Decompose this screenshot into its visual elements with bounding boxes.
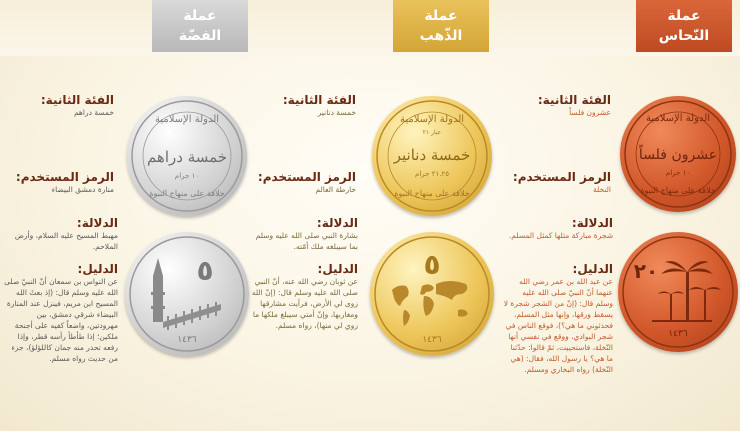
minaret-icon [151,258,165,322]
tab-silver-line2: الفضّة [178,28,222,44]
copper-denomination-block [505,93,611,118]
gold-coin-year: ١٤٣٦ [422,335,442,345]
silver-coin-ring-top: الدولة الإسلامية [154,114,220,125]
copper-denomination-value: عشرون فلساً [569,108,611,117]
copper-meaning-label: الدلالة: [571,216,613,230]
copper-denomination-label: الفئة الثانية: [537,93,611,107]
copper-evidence-label: الدليل: [572,262,613,276]
silver-symbol-value: منارة دمشق البيضاء [51,185,114,194]
copper-evidence-value: عن عبد الله بن عمر رضي الله عنهما أنّ النبيّ صلى الله عليه وسلم قال: (إنّ من الشجر شجرة لا يسقط ورقها، وإنها مثل المسلم، فحدثوني ما هي؟)، فوقع الناس في شجر البوادي، ووقع في نفسي أنها النّخلة، فاستحييت، ثمّ قالوا: حدّثنا ما هي؟ يا رسول الله، فقال: (هي النّخلة) رواه البخاري ومسلم. [503,277,613,374]
copper-symbol-block [505,170,611,195]
silver-coin-numeral: ٥ [196,254,214,287]
copper-evidence-block [503,262,613,375]
silver-symbol-block [6,170,114,195]
silver-symbol-label: الرمز المستخدم: [15,170,114,184]
copper-coin-obverse [620,96,736,212]
gold-meaning-label: الدلالة: [316,216,358,230]
gold-coin-weight: ٢١.٢٥ جرام [415,170,449,178]
gold-denomination-block [250,93,356,118]
silver-coin-year: ١٤٣٦ [177,335,197,345]
gold-coin-ring-top: الدولة الإسلامية [399,114,465,125]
gold-coin-ring-bottom: خلافة على منهاج النبوة [394,189,470,198]
copper-meaning-block [505,216,613,241]
tab-copper-coin [636,0,732,52]
gold-coin-numeral: ٥ [423,248,441,281]
world-map-icon [392,281,468,326]
silver-denomination-value: خمسة دراهم [73,108,114,117]
gold-coin-inscription: خمسة دنانير [393,146,471,164]
gold-meaning-block [250,216,358,252]
gold-coin-obverse [372,96,492,216]
tab-silver-line1: عملة [183,8,217,24]
silver-meaning-value: مهبط المسيح عليه السلام، وأرض الملاحم. [14,231,118,251]
tab-copper-line1: عملة [667,8,701,24]
header-band [0,0,740,56]
copper-coin-year: ١٤٣٦ [668,329,688,339]
gold-symbol-block [250,170,356,195]
copper-coin-inscription: عشرون فلساً [638,147,718,163]
silver-evidence-label: الدليل: [77,262,118,276]
copper-coin-ring-top: الدولة الإسلامية [645,113,711,124]
gold-evidence-block [250,262,358,331]
colonnade-icon [163,302,221,330]
gold-evidence-value: عن ثوبان رضي الله عنه، أنّ النبي صلى الله عليه وسلم قال: (إنّ الله زوى لي الأرض، فرأيت مشارقها ومغاربها، وإنّ أمتي سيبلغ ملكها ما زوي لي منها)، رواه مسلم. [251,277,358,330]
copper-meaning-value: شجرة مباركة مثلها كمثل المسلم. [508,231,613,240]
silver-evidence-value: عن النواس بن سمعان أنّ النبيّ صلى الله عليه وسلم قال: (إذ بعثَ الله المسيح ابن مريم، فينزل عند المنارة البيضاء شرقي دمشق، بين مهرودتين، واضعاً كفيه على أجنحة ملكين؛ إذا طأطأ رأسه قطر، وإذا رفعه تحدر منه جمان كاللؤلؤ)، جزء من حديث رواه مسلم. [4,277,118,363]
gold-symbol-label: الرمز المستخدم: [257,170,356,184]
silver-coin-obverse [127,96,247,216]
tab-gold-line1: عملة [424,8,458,24]
copper-coin-weight: ١٠ جرام [665,169,691,177]
tab-gold-line2: الذّهب [419,28,463,44]
silver-coin-weight: ١٠ جرام [174,172,200,180]
tab-gold-coin [393,0,489,52]
gold-denomination-value: خمسة دنانير [317,108,356,117]
copper-symbol-value: النخلة [593,185,611,194]
tab-copper-line2: النّحاس [658,28,710,44]
silver-coin-reverse [125,232,249,356]
silver-meaning-label: الدلالة: [76,216,118,230]
copper-coin-reverse [618,232,738,352]
silver-meaning-block [6,216,118,252]
gold-denomination-label: الفئة الثانية: [282,93,356,107]
silver-evidence-block [4,262,118,364]
silver-coin-ring-bottom: خلافة على منهاج النبوة [149,189,225,198]
gold-coin-reverse [370,232,494,356]
tab-silver-coin [152,0,248,52]
copper-coin-numeral: ٢٠ [633,259,659,283]
silver-coin-inscription: خمسة دراهم [146,148,228,166]
silver-denomination-label: الفئة الثانية: [40,93,114,107]
gold-coin-carat: عيار ٢١ [422,129,442,136]
copper-symbol-label: الرمز المستخدم: [512,170,611,184]
gold-symbol-value: خارطة العالم [315,185,356,194]
gold-meaning-value: بشارة النبي صلى الله عليه وسلم بما سيبلغه ملك أمّته. [255,231,358,251]
palm-tree-icon [652,261,721,322]
copper-coin-ring-bottom: خلافة على منهاج النبوة [640,186,716,195]
silver-denomination-block [6,93,114,118]
gold-evidence-label: الدليل: [317,262,358,276]
